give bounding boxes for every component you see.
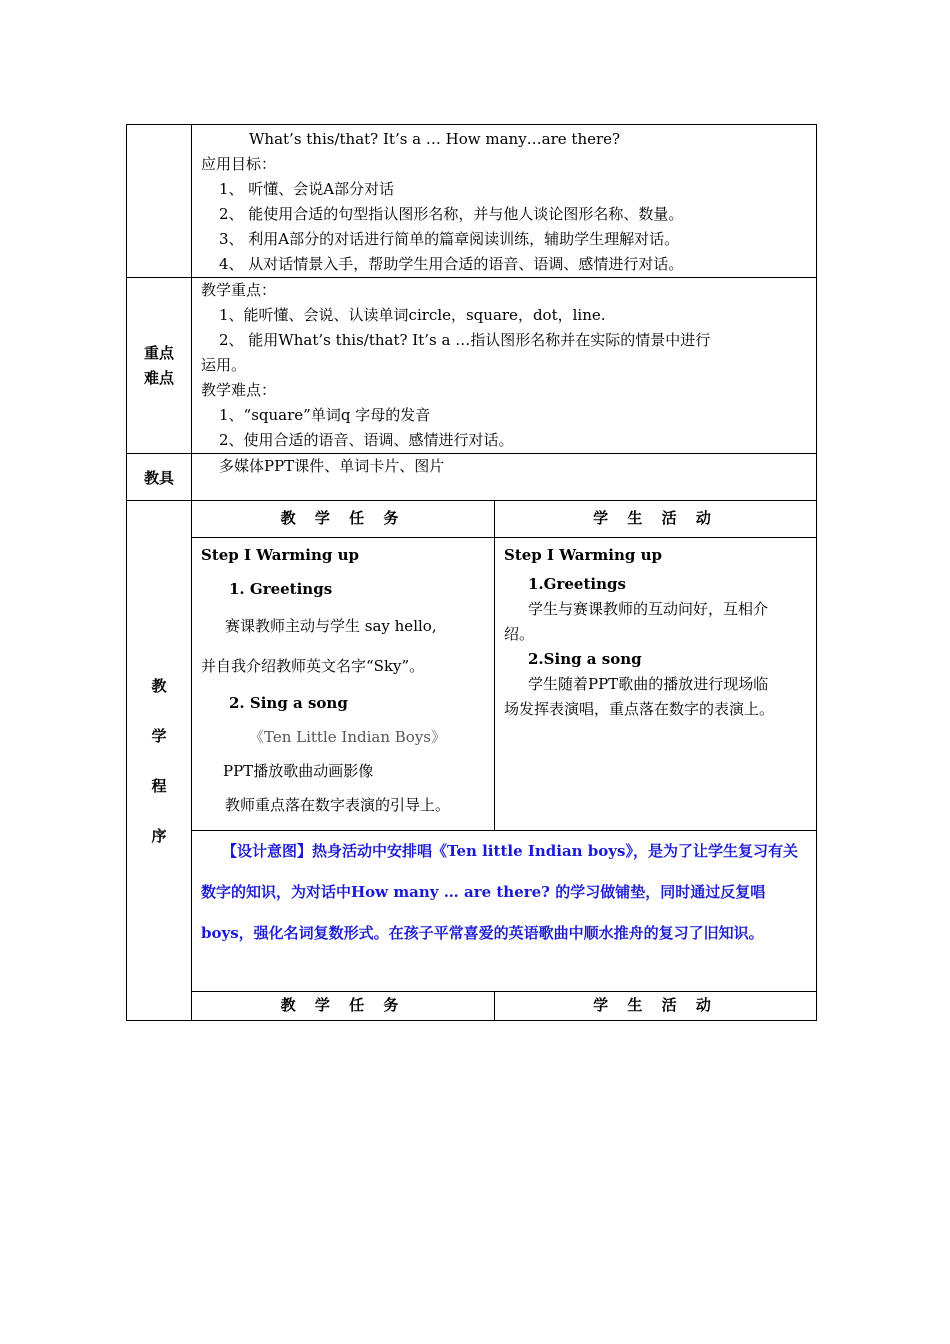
key-points-label-line2: 难点 xyxy=(143,368,174,387)
teaching-difficulty-item-2: 2、使用合适的语音、语调、感情进行对话。 xyxy=(219,431,514,449)
teaching-focus-item-2: 2、 能用What’s this/that? It’s a …指认图形名称并在实际的情景中进行 xyxy=(219,331,711,349)
activity-greetings-desc-1: 学生与赛课教师的互动问好，互相介 xyxy=(528,600,769,618)
task-greetings-desc-2: 并自我介绍教师英文名字“Sky”。 xyxy=(201,657,425,675)
teaching-focus-item-2-cont: 运用。 xyxy=(201,356,247,374)
application-goal-heading: 应用目标： xyxy=(201,155,277,173)
materials-text: 多媒体PPT课件、单词卡片、图片 xyxy=(219,457,445,475)
task-song-title: 《Ten Little Indian Boys》 xyxy=(249,728,446,746)
teaching-focus-item-1: 1、能听懂、会说、认读单词circle，square，dot，line. xyxy=(219,306,606,324)
student-activity-header: 学 生 活 动 xyxy=(495,501,817,538)
teaching-task-cell xyxy=(192,538,495,831)
teaching-difficulty-heading: 教学难点： xyxy=(201,381,277,399)
student-activity-cell xyxy=(495,538,817,831)
procedure-label-char-2: 学 xyxy=(151,726,167,745)
teaching-focus-heading: 教学重点： xyxy=(201,281,277,299)
procedure-label xyxy=(127,501,192,1021)
design-intent-cell xyxy=(192,831,817,992)
teaching-difficulty-item-1: 1、“square”单词q 字母的发音 xyxy=(219,406,431,424)
teaching-task-header: 教 学 任 务 xyxy=(192,501,495,538)
task-greetings: 1. Greetings xyxy=(229,580,333,598)
design-intent-text: 【设计意图】热身活动中安排唱《Ten little Indian boys》，是为了让学生复习有关数字的知识，为对话中How many … are there? 的学习做铺垫，同时通过反复唱boys，强化名词复数形式。在孩子平常喜爱的英语歌曲中顺水推舟的复习了旧知识。 xyxy=(201,842,798,942)
teaching-task-footer: 教 学 任 务 xyxy=(192,992,495,1021)
procedure-label-char-3: 程 xyxy=(151,776,167,795)
objectives-label-cell xyxy=(127,125,192,278)
objective-item-3: 3、 利用A部分的对话进行简单的篇章阅读训练，辅助学生理解对话。 xyxy=(219,230,680,248)
key-points-label-line1: 重点 xyxy=(143,343,174,362)
student-activity-footer: 学 生 活 动 xyxy=(495,992,817,1021)
objective-item-2: 2、 能使用合适的句型指认图形名称，并与他人谈论图形名称、数量。 xyxy=(219,205,684,223)
procedure-content-row xyxy=(127,538,817,831)
objective-item-1: 1、 听懂、会说A部分对话 xyxy=(219,180,395,198)
procedure-footer-row xyxy=(127,992,817,1021)
materials-label: 教具 xyxy=(127,454,192,501)
materials-content xyxy=(192,454,817,501)
task-teacher-focus: 教师重点落在数字表演的引导上。 xyxy=(225,796,451,814)
task-ppt-play: PPT播放歌曲动画影像 xyxy=(223,762,374,780)
activity-step-title: Step I Warming up xyxy=(504,546,662,564)
activity-greetings: 1.Greetings xyxy=(528,575,626,593)
procedure-label-char-4: 序 xyxy=(151,826,167,845)
task-step-title: Step I Warming up xyxy=(201,546,359,564)
lesson-plan-table xyxy=(126,124,817,1021)
objectives-content-cell xyxy=(192,125,817,278)
objective-item-4: 4、 从对话情景入手，帮助学生用合适的语音、语调、感情进行对话。 xyxy=(219,255,684,273)
objectives-row xyxy=(127,125,817,278)
lesson-plan-page xyxy=(126,124,816,1021)
activity-sing-desc-2: 场发挥表演唱，重点落在数字的表演上。 xyxy=(504,700,775,718)
activity-sing-song: 2.Sing a song xyxy=(528,650,642,668)
procedure-header-row xyxy=(127,501,817,538)
materials-row xyxy=(127,454,817,501)
key-points-content xyxy=(192,278,817,454)
activity-greetings-desc-2: 绍。 xyxy=(504,625,535,643)
task-greetings-desc-1: 赛课教师主动与学生 say hello, xyxy=(225,617,437,635)
key-points-label xyxy=(127,278,192,454)
objectives-sentence-patterns: What’s this/that? It’s a … How many…are there? xyxy=(249,130,621,148)
procedure-label-char-1: 教 xyxy=(151,676,167,695)
key-points-row xyxy=(127,278,817,454)
design-intent-row xyxy=(127,831,817,992)
task-sing-song: 2. Sing a song xyxy=(229,694,348,712)
activity-sing-desc-1: 学生随着PPT歌曲的播放进行现场临 xyxy=(528,675,769,693)
